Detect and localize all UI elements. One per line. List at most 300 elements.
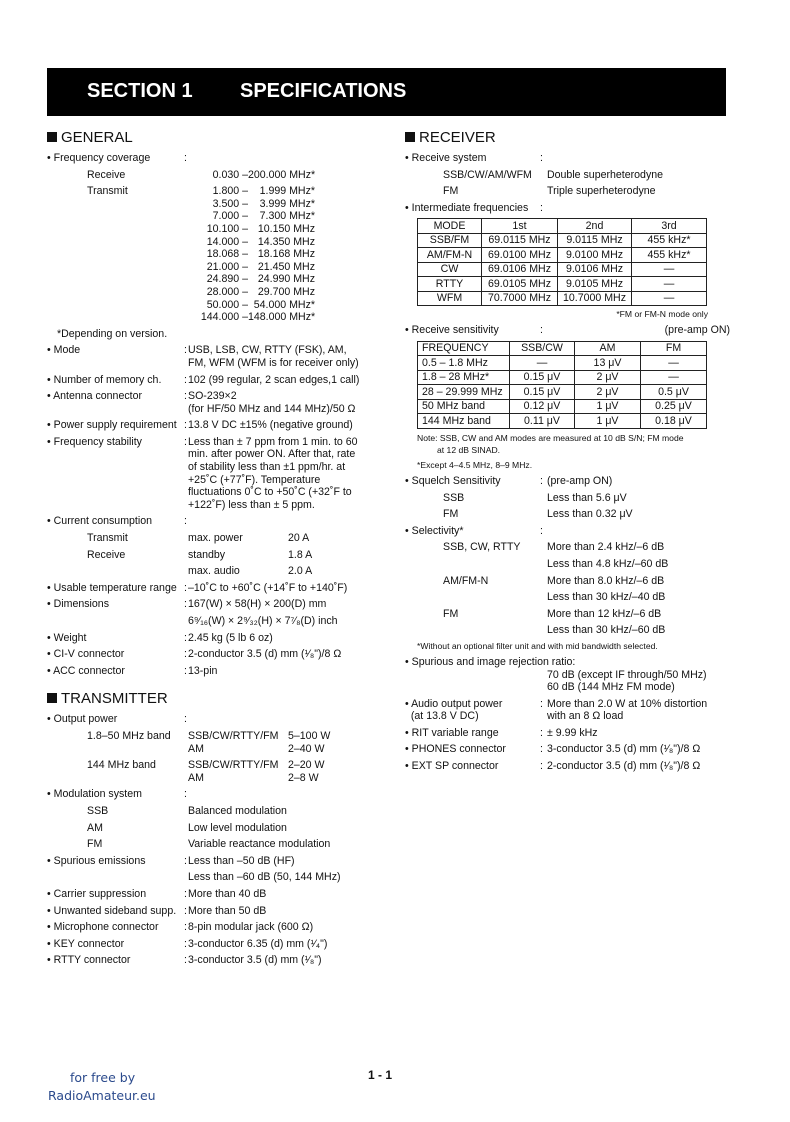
spec-value: [547, 591, 665, 604]
colon: :: [184, 419, 187, 432]
spec-value-line: 3-conductor 6.35 (d) mm (¹⁄₄"): [188, 937, 328, 950]
frequency-range-row: [47, 273, 392, 286]
spec-value-line: 6⁹⁄₁₆(W) × 2⁹⁄₃₂(H) × 7⁷⁄₈(D) inch: [188, 615, 338, 627]
colon: [540, 558, 547, 571]
range-value: [188, 185, 315, 198]
spec-table: [417, 218, 707, 306]
spec-row: [47, 648, 392, 661]
spec-value-amount: 2–40 W: [288, 742, 325, 755]
spec-row: [405, 541, 730, 554]
spec-label-text: • PHONES connector: [405, 743, 506, 756]
spec-value: [547, 743, 700, 756]
range-from: 1.800 –: [212, 185, 248, 198]
spec-row: [47, 905, 392, 918]
table-cell: 9.0106 MHz: [558, 262, 632, 277]
spec-label: [47, 390, 184, 415]
spec-label-text: • Spurious emissions: [47, 854, 146, 867]
spec-value-line: Less than 0.32 μV: [547, 508, 633, 521]
range-to: 200.000 MHz*: [248, 168, 316, 181]
range-from: 144.000 –: [200, 311, 248, 324]
spec-row: [47, 871, 392, 884]
spec-label: [47, 788, 184, 801]
page-number: 1 - 1: [368, 1068, 393, 1082]
spec-label: [47, 565, 184, 578]
spec-value: [188, 549, 312, 562]
table-row: [418, 356, 707, 371]
table-cell: —: [632, 277, 707, 292]
table-cell: 13 μV: [575, 356, 641, 371]
table-cell: —: [641, 370, 707, 385]
range-from: 28.000 –: [206, 285, 248, 298]
spec-label: [47, 855, 184, 868]
spec-label: [405, 324, 540, 337]
spec-value-line: Variable reactance modulation: [188, 838, 331, 851]
spec-label-text: • Receive system: [405, 152, 487, 164]
spec-value: [188, 905, 266, 918]
range-to: 24.990 MHz: [257, 273, 315, 286]
colon: :: [540, 152, 543, 164]
spec-label: [405, 591, 540, 604]
spec-label-text: • Usable temperature range: [47, 581, 177, 594]
square-bullet-icon: [47, 693, 57, 703]
spec-row: [47, 615, 392, 628]
range-from: 21.000 –: [206, 260, 248, 273]
spec-row: [47, 598, 392, 611]
range-to: 54.000 MHz*: [253, 298, 315, 311]
colon: :: [540, 524, 543, 537]
spec-label: [47, 665, 184, 678]
range-to: 18.168 MHz: [257, 248, 315, 261]
colon: [540, 169, 547, 182]
spec-label-text: • Selectivity*: [405, 524, 464, 537]
range-to: 29.700 MHz: [257, 285, 315, 298]
spec-label-text: • Receive sensitivity: [405, 324, 499, 337]
range-to: 3.999 MHz*: [259, 197, 315, 210]
spec-label: [47, 888, 184, 901]
spec-value: [547, 575, 664, 588]
frequency-range-row: [47, 261, 392, 274]
colon: :: [184, 887, 187, 900]
table-row: [418, 248, 707, 263]
table-cell: 1st: [482, 219, 558, 234]
spec-row: [47, 822, 392, 835]
spec-label: [47, 598, 184, 611]
range-label: [47, 198, 184, 211]
spec-value-amount: 5–100 W: [288, 729, 331, 742]
spec-label-text: • Frequency stability: [47, 435, 142, 448]
spec-value-amount: 2–20 W: [288, 759, 325, 772]
spec-value: [188, 582, 347, 595]
spec-value-line: USB, LSB, CW, RTTY (FSK), AM,: [188, 344, 347, 357]
spec-label-text: FM: [87, 838, 103, 851]
spec-value: [188, 730, 330, 755]
spec-value-line: 167(W) × 58(H) × 200(D) mm: [188, 598, 327, 611]
spec-value-line: 3-conductor 3.5 (d) mm (¹⁄₈")/8 Ω: [547, 743, 701, 756]
table-cell: 69.0100 MHz: [482, 248, 558, 263]
spec-value-line: min. after power ON. After that, rate: [188, 448, 356, 461]
spec-value: [547, 475, 612, 488]
table-cell: 9.0115 MHz: [558, 233, 632, 248]
spec-label: [47, 905, 184, 918]
spec-value-line: 102 (99 regular, 2 scan edges,1 call): [188, 373, 360, 386]
colon: :: [540, 726, 543, 739]
section-heading-text: GENERAL: [61, 129, 133, 146]
spec-label: [47, 419, 184, 432]
table-cell: 0.18 μV: [641, 414, 707, 429]
spec-row: [47, 954, 392, 967]
spec-row: [405, 575, 730, 588]
spec-row: [405, 743, 730, 756]
spec-row: [405, 508, 730, 521]
spec-value: [405, 669, 730, 694]
spec-value-mode: AM: [188, 771, 204, 784]
colon: :: [184, 921, 187, 934]
spec-row: [47, 855, 392, 868]
range-value: [188, 223, 315, 236]
colon: :: [540, 697, 543, 710]
spec-value-line: [188, 565, 312, 578]
range-label: [47, 311, 184, 324]
spec-value: [547, 558, 668, 571]
colon: [540, 508, 547, 521]
spec-row: [47, 532, 392, 545]
spec-label: [405, 169, 540, 182]
spec-label: [47, 515, 184, 528]
table-cell: 0.12 μV: [510, 399, 575, 414]
colon: :: [184, 664, 187, 677]
colon: :: [184, 954, 187, 967]
table-cell: 144 MHz band: [418, 414, 510, 429]
table-cell: 0.15 μV: [510, 385, 575, 400]
spec-value-amount: 1.8 A: [288, 548, 313, 561]
table-cell: 50 MHz band: [418, 399, 510, 414]
spec-value-line: 2.45 kg (5 lb 6 oz): [188, 631, 273, 644]
colon: :: [184, 904, 187, 917]
spec-label-text: • KEY connector: [47, 937, 125, 950]
spec-label-text: • Microphone connector: [47, 921, 159, 934]
spec-row: [405, 202, 730, 215]
spec-value-line: 60 dB (144 MHz FM mode): [547, 681, 675, 694]
spec-row: [47, 582, 392, 595]
spec-value-line: Less than –60 dB (50, 144 MHz): [188, 871, 341, 884]
section-number: SECTION 1: [87, 80, 193, 102]
section-heading: [47, 689, 392, 709]
range-value: [188, 236, 315, 249]
table-cell: 70.7000 MHz: [482, 291, 558, 306]
table-row: [418, 277, 707, 292]
spec-label-text: • Mode: [47, 344, 81, 357]
spec-value-line: 13.8 V DC ±15% (negative ground): [188, 419, 353, 432]
frequency-range-row: [47, 299, 392, 312]
spec-row: [405, 525, 730, 538]
spec-value-line: More than 2.4 kHz/–6 dB: [547, 541, 665, 554]
spec-value-line: –10˚C to +60˚C (+14˚F to +140˚F): [188, 581, 348, 594]
spec-label: [405, 185, 540, 198]
table-cell: SSB/CW: [510, 341, 575, 356]
spec-value: [188, 344, 359, 369]
spec-row: [47, 565, 392, 578]
table-cell: 0.5 – 1.8 MHz: [418, 356, 510, 371]
table-row: [418, 370, 707, 385]
spec-value-line: More than 50 dB: [188, 904, 267, 917]
spec-label-text: 1.8–50 MHz band: [87, 729, 171, 742]
spec-label-text: • Power supply requirement: [47, 419, 177, 432]
range-from: 24.890 –: [206, 273, 248, 286]
spec-label: [47, 921, 184, 934]
frequency-range-row: [47, 185, 392, 198]
spec-row: [47, 549, 392, 562]
table-cell: MODE: [418, 219, 482, 234]
spec-value: [188, 805, 287, 818]
range-from: 0.030 –: [212, 168, 248, 181]
section-heading-text: RECEIVER: [419, 129, 496, 146]
table-cell: 0.11 μV: [510, 414, 575, 429]
spec-row: [47, 713, 392, 726]
table-cell: AM: [575, 341, 641, 356]
spec-row: [47, 730, 392, 755]
colon: :: [184, 713, 187, 726]
spec-row: [405, 475, 730, 488]
spec-value-line: [188, 549, 312, 562]
colon: [540, 185, 547, 198]
table-row: [418, 291, 707, 306]
spec-value: [547, 185, 656, 198]
square-bullet-icon: [405, 132, 415, 142]
colon: [540, 492, 547, 505]
spec-value: [188, 871, 341, 884]
spec-value: [188, 374, 359, 387]
spec-value: [547, 541, 664, 554]
spec-label-text: • CI-V connector: [47, 648, 125, 661]
section-header-bar: [47, 68, 726, 116]
spec-value-mode: max. audio: [188, 565, 240, 578]
range-label: [47, 261, 184, 274]
range-from: 7.000 –: [212, 210, 248, 223]
table-cell: 0.15 μV: [510, 370, 575, 385]
spec-label-text: • RTTY connector: [47, 954, 131, 967]
spec-label: [47, 730, 184, 755]
spec-row: [405, 558, 730, 571]
table-cell: 69.0105 MHz: [482, 277, 558, 292]
colon: :: [184, 373, 187, 386]
colon: :: [184, 515, 187, 528]
spec-value: [547, 727, 598, 740]
spec-label-text: AM: [87, 821, 103, 834]
spec-label: [405, 508, 540, 521]
spec-label-text: • Carrier suppression: [47, 887, 147, 900]
spec-value: [188, 938, 327, 951]
range-value: [188, 198, 315, 211]
spec-value: [188, 921, 313, 934]
spec-value-line: Less than –50 dB (HF): [188, 854, 295, 867]
spec-row: [405, 760, 730, 773]
spec-value-line: [188, 772, 325, 785]
colon: :: [184, 435, 187, 448]
table-row: [418, 399, 707, 414]
spec-value: [188, 855, 295, 868]
footnote: at 12 dB SINAD.: [437, 444, 501, 455]
spec-row: [47, 515, 392, 528]
colon: :: [184, 598, 187, 611]
spec-row: [405, 492, 730, 505]
spec-value: [188, 648, 341, 661]
colon: :: [184, 937, 187, 950]
watermark-line-1: for free by: [70, 1070, 136, 1085]
spec-label: [405, 558, 540, 571]
colon: :: [184, 788, 187, 801]
spec-value-mode: SSB/CW/RTTY/FM: [188, 729, 279, 742]
receiver-section: [405, 128, 730, 773]
spec-label: [405, 608, 540, 621]
colon: [540, 608, 547, 621]
spec-value-mode: standby: [188, 548, 226, 561]
spec-value-line: [188, 532, 309, 545]
table-cell: 0.5 μV: [641, 385, 707, 400]
spec-label-text: • Frequency coverage: [47, 152, 151, 164]
table-cell: 69.0115 MHz: [482, 233, 558, 248]
spec-value-line: +25˚C (+77˚F). Temperature: [188, 473, 321, 486]
range-label: [47, 248, 184, 261]
section-heading: [47, 128, 392, 148]
table-cell: 455 kHz*: [632, 233, 707, 248]
spec-row: [47, 921, 392, 934]
table-cell: AM/FM-N: [418, 248, 482, 263]
table-cell: 1 μV: [575, 399, 641, 414]
spec-value-line: Less than ± 7 ppm from 1 min. to 60: [188, 435, 358, 448]
spec-row: [405, 727, 730, 740]
range-label: [47, 273, 184, 286]
range-value: [188, 169, 315, 182]
spec-label-text: • Output power: [47, 713, 118, 726]
spec-value-line: 2-conductor 3.5 (d) mm (¹⁄₈")/8 Ω: [188, 648, 342, 661]
right-column: [405, 128, 730, 773]
spec-value: [188, 436, 358, 512]
spec-value: [188, 598, 326, 611]
table-cell: FREQUENCY: [418, 341, 510, 356]
footnote: *Except 4–4.5 MHz, 8–9 MHz.: [417, 459, 533, 470]
spec-value-line: FM, WFM (WFM is for receiver only): [188, 356, 359, 369]
range-label: Transmit: [87, 185, 128, 198]
spec-row: [405, 656, 730, 694]
spec-value-line: Less than 5.6 μV: [547, 491, 627, 504]
spec-row: [405, 152, 730, 165]
table-header-row: [418, 219, 707, 234]
colon: [540, 575, 547, 588]
transmitter-section: [47, 689, 392, 967]
table-cell: 69.0106 MHz: [482, 262, 558, 277]
range-value: [188, 273, 315, 286]
table-cell: CW: [418, 262, 482, 277]
spec-label-text: Receive: [87, 548, 126, 561]
spec-value-line: +122˚F) less than ± 5 ppm.: [188, 498, 315, 511]
frequency-range-row: [47, 311, 392, 324]
table-cell: 2 μV: [575, 370, 641, 385]
table-cell: 28 – 29.999 MHz: [418, 385, 510, 400]
table-cell: 10.7000 MHz: [558, 291, 632, 306]
colon: :: [184, 648, 187, 661]
spec-value-amount: 2–8 W: [288, 771, 319, 784]
spec-label-text: SSB, CW, RTTY: [443, 541, 521, 554]
spec-value-line: 2-conductor 3.5 (d) mm (¹⁄₈")/8 Ω: [547, 760, 701, 773]
spec-row: [405, 608, 730, 621]
range-label: [47, 223, 184, 236]
spec-label: [405, 492, 540, 505]
frequency-range-row: [47, 210, 392, 223]
colon: :: [540, 743, 543, 756]
spec-label: [405, 624, 540, 637]
spec-label: [47, 632, 184, 645]
spec-row: [47, 888, 392, 901]
colon: :: [540, 201, 543, 214]
colon: :: [184, 631, 187, 644]
spec-value-mode: SSB/CW/RTTY/FM: [188, 759, 279, 772]
watermark-line-2: RadioAmateur.eu: [48, 1088, 156, 1103]
table-cell: FM: [641, 341, 707, 356]
spec-value-line: 13-pin: [188, 664, 218, 677]
spec-value: [188, 532, 309, 545]
spec-value: [188, 954, 322, 967]
range-value: [188, 286, 315, 299]
spec-label-text: FM: [443, 508, 459, 521]
spec-label-text: • RIT variable range: [405, 726, 499, 739]
spec-value-line: More than 12 kHz/–6 dB: [547, 607, 662, 620]
spec-value-line: [188, 730, 330, 743]
spec-row: [47, 436, 392, 512]
spec-value-line: Less than 4.8 kHz/–60 dB: [547, 557, 669, 570]
spec-label: [47, 615, 184, 628]
spec-value-line: with an 8 Ω load: [547, 710, 624, 723]
range-label: [47, 299, 184, 312]
table-cell: 2nd: [558, 219, 632, 234]
spec-value-line: [188, 759, 325, 772]
spec-value-line: of stability less than ±1 ppm/hr. at: [188, 461, 346, 474]
range-label: [47, 286, 184, 299]
table-cell: 1.8 – 28 MHz*: [418, 370, 510, 385]
spec-value: [188, 390, 355, 415]
range-to: 10.150 MHz: [257, 222, 315, 235]
spec-label-text: FM: [443, 607, 459, 620]
colon: [540, 541, 547, 554]
section-heading-text: TRANSMITTER: [61, 690, 168, 708]
spec-label: [47, 805, 184, 818]
spec-label: [47, 871, 184, 884]
spec-label-text: • Current consumption: [47, 515, 152, 528]
spec-label: [47, 954, 184, 967]
spec-label: [405, 525, 540, 538]
spec-value-line: 3-conductor 3.5 (d) mm (¹⁄₈"): [188, 954, 322, 967]
spec-value-mode: AM: [188, 742, 204, 755]
range-to: 148.000 MHz*: [248, 311, 316, 324]
range-value: [188, 311, 315, 324]
table-cell: RTTY: [418, 277, 482, 292]
spec-value: [547, 624, 665, 637]
spec-label: [47, 549, 184, 562]
table-cell: SSB/FM: [418, 233, 482, 248]
spec-label: [405, 541, 540, 554]
spec-value-amount: 2.0 A: [288, 565, 313, 578]
table-cell: 3rd: [632, 219, 707, 234]
colon: :: [540, 324, 543, 337]
spec-value-line: Balanced modulation: [188, 804, 287, 817]
range-to: 21.450 MHz: [257, 260, 315, 273]
spec-value-line: Less than 30 kHz/–60 dB: [547, 624, 666, 637]
table-cell: 0.25 μV: [641, 399, 707, 414]
section-heading: [405, 128, 730, 148]
spec-label: [405, 727, 540, 740]
spec-value-mode: max. power: [188, 532, 243, 545]
colon: :: [184, 581, 187, 594]
spec-value: [188, 615, 338, 628]
